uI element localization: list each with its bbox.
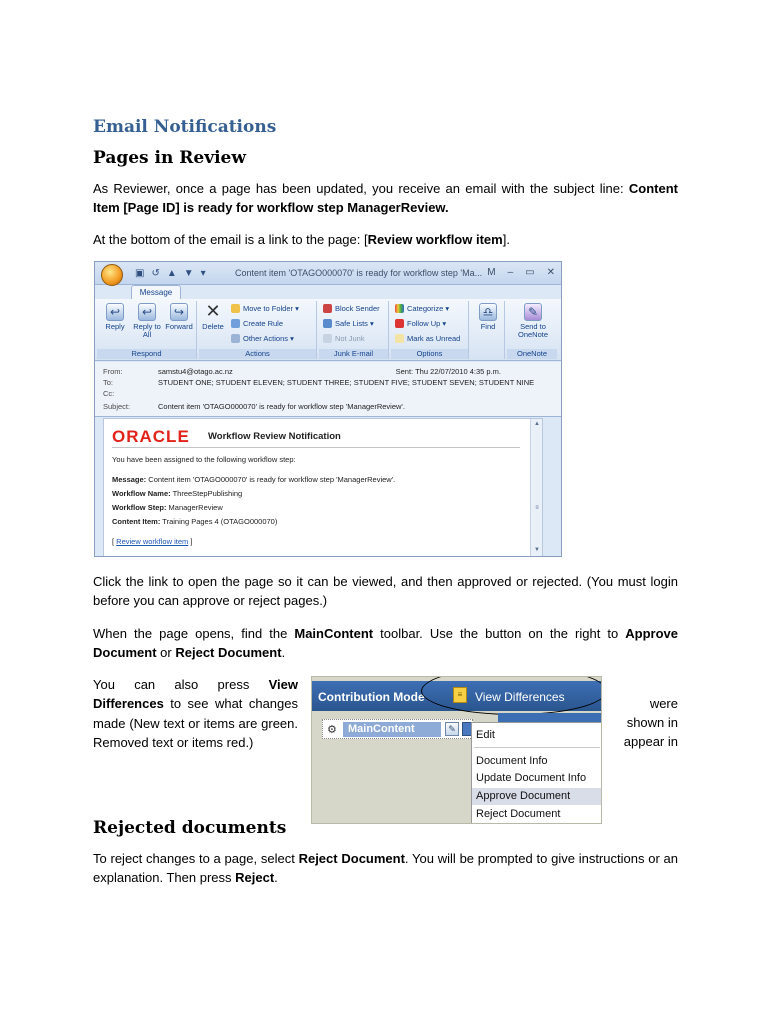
content-item-value: Training Pages 4 (OTAGO000070) <box>162 517 278 526</box>
cc-label: Cc: <box>103 389 115 398</box>
paragraph-text: Click the link to open the page so it can be viewed, and then approved or rejected. (You must login before you can approve or reject pages.) <box>93 574 678 608</box>
reply-all-icon: ↩ <box>138 303 156 321</box>
categorize-label: Categorize ▾ <box>407 304 450 313</box>
categorize-button[interactable] <box>395 304 449 313</box>
bracket-open: [ <box>112 537 117 546</box>
reject-document-bold: Reject Document <box>175 645 282 660</box>
subject-line-bold: Content Item [Page ID] is ready for workflow step ManagerReview. <box>93 181 678 215</box>
ribbon <box>95 299 561 361</box>
heading-email-notifications: Email Notifications <box>93 117 277 137</box>
paragraph-text: . You will be prompted to give instructions or an explanation. Then press <box>93 851 678 885</box>
header-subject <box>103 402 405 411</box>
contribution-mode-title: Contribution Mode <box>318 690 425 704</box>
scroll-grip-icon[interactable]: ≡ <box>535 505 539 511</box>
workflow-name-label: Workflow Name: <box>112 489 171 498</box>
message-label: Message: <box>112 475 147 484</box>
follow-up-button[interactable] <box>395 319 446 328</box>
paragraph-click-link <box>93 572 678 610</box>
ribbon-group-onenote <box>507 301 557 359</box>
window-controls <box>487 267 555 278</box>
paragraph-link-info <box>93 230 678 249</box>
ribbon-group-junk <box>319 301 389 359</box>
bracket-close: ] <box>188 537 193 546</box>
main-content-label: MainContent <box>343 722 441 737</box>
group-label-junk: Junk E-mail <box>319 349 388 359</box>
folder-icon <box>231 304 240 313</box>
menu-item-approve-document[interactable]: Approve Document <box>472 788 602 805</box>
review-workflow-item-link[interactable]: Review workflow item <box>116 537 189 546</box>
menu-item-document-info[interactable]: Document Info <box>476 755 548 767</box>
forward-label: Forward <box>165 322 193 331</box>
sent-label: Sent: <box>395 367 414 376</box>
outlook-title-bar <box>95 262 561 285</box>
message-value: Content item 'OTAGO000070' is ready for workflow step 'ManagerReview'. <box>148 475 396 484</box>
paragraph-view-differences <box>93 675 298 752</box>
block-sender-label: Block Sender <box>335 304 380 313</box>
mark-as-unread-label: Mark as Unread <box>407 334 461 343</box>
group-label-actions: Actions <box>199 349 316 359</box>
tab-message[interactable]: Message <box>131 285 181 300</box>
help-icon[interactable]: M <box>487 267 496 278</box>
view-differences-icon[interactable]: ≡ <box>453 687 467 703</box>
delete-button[interactable] <box>199 303 227 331</box>
binoculars-icon: ♎ <box>479 303 497 321</box>
paragraph-text: toolbar. Use the button on the right to <box>373 626 626 641</box>
safe-lists-label: Safe Lists ▾ <box>335 319 374 328</box>
quick-access-toolbar <box>135 268 206 279</box>
paragraph-right-appear-in: appear in <box>623 734 678 749</box>
qat-dropdown-icon[interactable]: ▾ <box>200 268 206 279</box>
paragraph-text: When the page opens, find the <box>93 626 295 641</box>
block-sender-button[interactable] <box>323 304 380 313</box>
rule-icon <box>231 319 240 328</box>
workflow-step-line <box>112 503 223 512</box>
reply-button[interactable] <box>101 303 129 331</box>
oracle-logo: ORACLE <box>112 427 190 446</box>
header-from <box>103 367 233 376</box>
subject-label: Subject: <box>103 402 131 411</box>
paragraph-text: At the bottom of the email is a link to the page: [ <box>93 232 368 247</box>
to-value[interactable]: STUDENT ONE; STUDENT ELEVEN; STUDENT THREE; STUDENT FIVE; STUDENT SEVEN; STUDENT NINE <box>158 378 535 387</box>
scroll-up-icon[interactable]: ▲ <box>534 421 540 427</box>
maximize-icon[interactable]: ▭ <box>525 267 535 278</box>
forward-icon: ↪ <box>170 303 188 321</box>
find-label: Find <box>480 322 496 331</box>
ribbon-group-options <box>391 301 469 359</box>
safe-lists-icon <box>323 319 332 328</box>
onenote-icon: ✎ <box>524 303 542 321</box>
envelope-icon <box>395 334 404 343</box>
paragraph-text: or <box>156 645 176 660</box>
scroll-down-icon[interactable]: ▼ <box>534 547 540 553</box>
review-workflow-item-bold: Review workflow item <box>367 232 503 247</box>
document-menu <box>471 722 602 824</box>
create-rule-label: Create Rule <box>243 319 284 328</box>
window-caption: Content item 'OTAGO000070' is ready for workflow step 'Ma... <box>235 268 483 278</box>
not-junk-label: Not Junk <box>335 334 365 343</box>
categorize-icon <box>395 304 404 313</box>
from-value[interactable]: samstu4@otago.ac.nz <box>158 367 233 376</box>
workflow-name-value: ThreeStepPublishing <box>172 489 243 498</box>
paragraph-text: . <box>281 645 286 660</box>
paragraph-right-were: were <box>649 696 678 711</box>
minimize-icon[interactable]: – <box>507 267 514 278</box>
follow-up-label: Follow Up ▾ <box>407 319 447 328</box>
not-junk-button[interactable] <box>323 334 365 343</box>
message-body <box>103 418 543 557</box>
review-link-line <box>112 537 192 546</box>
outlook-email-screenshot <box>94 261 562 557</box>
reject-bold: Reject <box>235 870 275 885</box>
other-actions-button[interactable] <box>231 334 294 343</box>
paragraph-subject-line <box>93 179 678 217</box>
content-item-line <box>112 517 277 526</box>
header-to <box>103 378 534 387</box>
paragraph-reject <box>93 849 678 887</box>
header-cc <box>103 389 158 398</box>
down-arrow-icon[interactable]: ▼ <box>183 268 194 279</box>
divider <box>112 447 520 448</box>
safe-lists-button[interactable] <box>323 319 374 328</box>
view-differences-bold: View Differences <box>93 677 298 712</box>
reply-all-label: Reply to All <box>133 322 161 339</box>
gear-icon[interactable]: ⚙ <box>327 724 337 736</box>
flag-icon <box>395 319 404 328</box>
group-label-options: Options <box>391 349 468 359</box>
block-sender-icon <box>323 304 332 313</box>
paragraph-text: ]. <box>502 232 510 247</box>
paragraph-main-content <box>93 624 678 662</box>
mark-as-unread-button[interactable] <box>395 334 460 343</box>
heading-rejected-documents: Rejected documents <box>93 818 287 838</box>
undo-icon[interactable]: ↺ <box>151 268 160 279</box>
find-button[interactable] <box>474 303 502 331</box>
paragraph-text: . <box>274 870 278 885</box>
move-to-folder-label: Move to Folder ▾ <box>243 304 299 313</box>
to-label: To: <box>103 378 114 387</box>
notification-title: Workflow Review Notification <box>208 431 341 442</box>
ribbon-group-actions <box>199 301 317 359</box>
menu-item-update-document-info[interactable]: Update Document Info <box>476 772 587 784</box>
send-to-onenote-label: Send to OneNote <box>517 322 549 339</box>
delete-label: Delete <box>202 322 224 331</box>
main-content-toolbar <box>322 719 473 739</box>
message-scrollbar[interactable] <box>530 419 542 557</box>
heading-pages-in-review: Pages in Review <box>93 148 246 168</box>
message-line <box>112 475 395 484</box>
ribbon-group-find <box>471 301 505 359</box>
view-differences-button[interactable]: View Differences <box>475 690 565 704</box>
menu-separator <box>474 747 600 748</box>
menu-item-edit[interactable]: Edit <box>476 729 495 741</box>
contribution-mode-screenshot <box>311 676 602 824</box>
send-to-onenote-button[interactable] <box>515 303 551 339</box>
move-to-folder-button[interactable] <box>231 304 299 313</box>
not-junk-icon <box>323 334 332 343</box>
workflow-step-label: Workflow Step: <box>112 503 167 512</box>
assigned-text: You have been assigned to the following workflow step: <box>112 455 296 464</box>
reject-document-bold: Reject Document <box>298 851 405 866</box>
paragraph-right-shown-in: shown in <box>626 715 678 730</box>
paragraph-text: As Reviewer, once a page has been updated, you receive an email with the subject line: <box>93 181 629 196</box>
main-content-bold: MainContent <box>294 626 374 641</box>
header-sent <box>396 367 501 376</box>
paragraph-text: You can also press <box>93 677 269 692</box>
up-arrow-icon[interactable]: ▲ <box>166 268 177 279</box>
office-button-icon[interactable] <box>101 264 123 286</box>
subject-value: Content item 'OTAGO000070' is ready for workflow step 'ManagerReview'. <box>158 402 405 411</box>
workflow-step-value: ManagerReview <box>168 503 223 512</box>
other-actions-icon <box>231 334 240 343</box>
other-actions-label: Other Actions ▾ <box>243 334 294 343</box>
from-label: From: <box>103 367 123 376</box>
ribbon-group-respond <box>97 301 197 359</box>
workflow-name-line <box>112 489 242 498</box>
approve-document-bold: Approve Document <box>93 626 678 660</box>
delete-icon: ✕ <box>205 301 221 321</box>
paragraph-text: To reject changes to a page, select <box>93 851 299 866</box>
menu-item-reject-document[interactable]: Reject Document <box>476 808 561 820</box>
forward-button[interactable] <box>165 303 193 331</box>
reply-label: Reply <box>105 322 125 331</box>
paragraph-text: to see what changes made (New text or items are green. Removed text or items red.) <box>93 696 298 750</box>
content-item-label: Content Item: <box>112 517 161 526</box>
reply-icon: ↩ <box>106 303 124 321</box>
edit-document-icon[interactable]: ✎ <box>445 722 459 736</box>
message-headers <box>95 362 561 417</box>
save-icon[interactable]: ▣ <box>135 268 145 279</box>
group-label-respond: Respond <box>97 349 196 359</box>
create-rule-button[interactable] <box>231 319 283 328</box>
reply-all-button[interactable] <box>133 303 161 339</box>
sent-value: Thu 22/07/2010 4:35 p.m. <box>415 367 501 376</box>
close-icon[interactable]: ✕ <box>546 267 555 278</box>
group-label-onenote: OneNote <box>507 349 557 359</box>
